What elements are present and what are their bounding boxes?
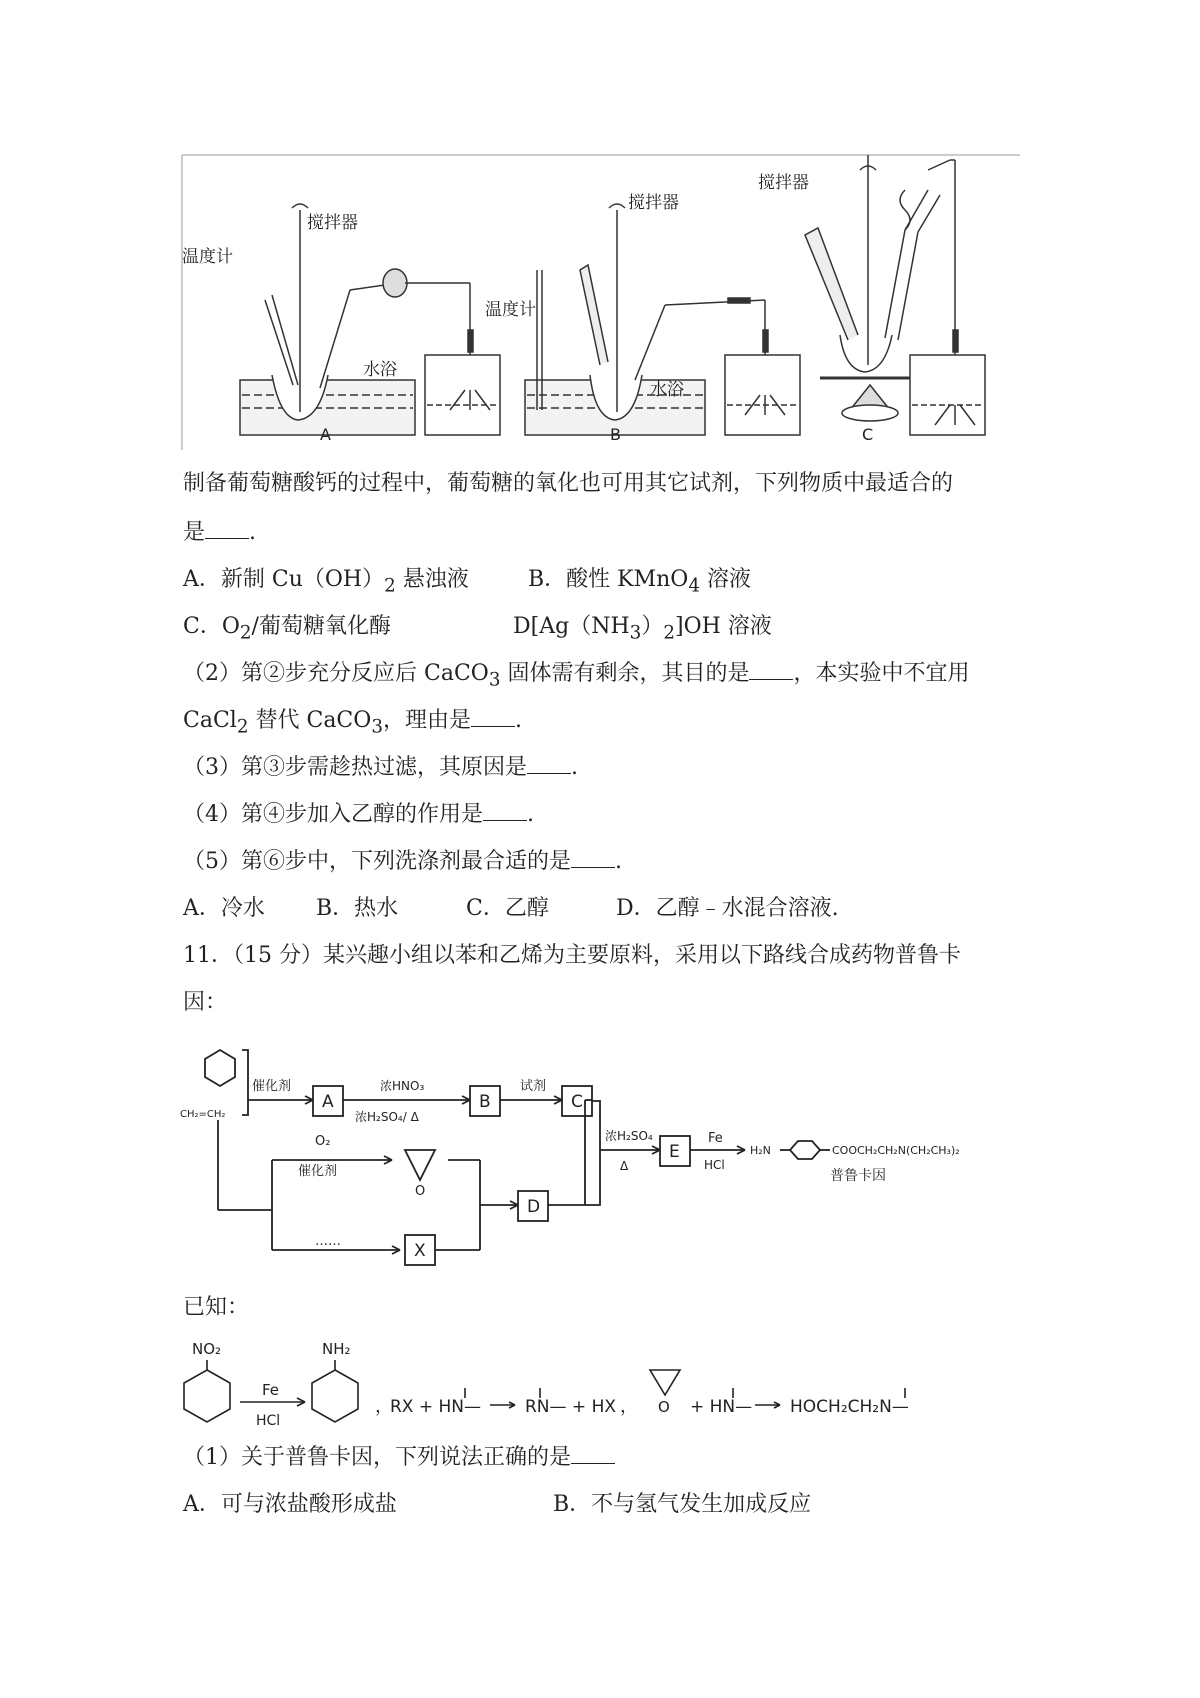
q11-part1-options bbox=[183, 1490, 812, 1520]
scheme-reagent: 试剂 bbox=[520, 1079, 547, 1094]
q10-stem-line2 bbox=[183, 518, 256, 548]
scheme-o2: O₂ bbox=[315, 1134, 331, 1149]
box-a-label: A bbox=[322, 1092, 334, 1112]
apparatus-c bbox=[805, 155, 985, 435]
q11-option-a: A．可与浓盐酸形成盐 bbox=[183, 1492, 397, 1517]
apparatus-figure bbox=[180, 150, 1020, 460]
q10-part3: （3）第③步需趁热过滤，其原因是 . bbox=[183, 755, 578, 780]
q10-p5-option-b: B．热水 bbox=[316, 896, 399, 921]
label-c: C bbox=[862, 425, 874, 444]
product-name: 普鲁卡因 bbox=[830, 1168, 886, 1184]
known-comma2: ， bbox=[620, 1396, 638, 1417]
label-stirrer-c: 搅拌器 bbox=[758, 173, 809, 193]
q10-part5-options bbox=[183, 894, 839, 924]
product-right: COOCH₂CH₂N(CH₂CH₃)₂ bbox=[832, 1144, 960, 1157]
label-bath-a: 水浴 bbox=[363, 360, 397, 380]
known-r3-right: HOCH₂CH₂N— bbox=[790, 1397, 909, 1417]
q11-stem-line1: 11．（15 分）某兴趣小组以苯和乙烯为主要原料，采用以下路线合成药物普鲁卡 bbox=[183, 943, 961, 968]
q11-option-b: B．不与氢气发生加成反应 bbox=[553, 1492, 812, 1517]
q10-part2-line2: CaCl$_2$ 替代 CaCO$_3$，理由是 . bbox=[183, 708, 522, 738]
known-r3-plus: + HN— bbox=[690, 1397, 753, 1417]
q10-options-cd bbox=[183, 612, 772, 648]
known-label: 已知： bbox=[183, 1295, 250, 1320]
epoxide-known-icon bbox=[650, 1370, 680, 1395]
box-e-label: E bbox=[669, 1142, 680, 1162]
label-stirrer-b: 搅拌器 bbox=[628, 193, 679, 213]
scheme-fe: Fe bbox=[708, 1131, 723, 1146]
q10-option-a: A．新制 $Cu(OH)_2$ 悬浊液 bbox=[183, 567, 469, 597]
q10-stem-end: . bbox=[249, 520, 257, 545]
box-d-label: D bbox=[527, 1197, 541, 1217]
q10-option-c: C．$O_2/$葡萄糖氧化酶 bbox=[183, 614, 391, 644]
box-x-label: X bbox=[414, 1241, 426, 1261]
box-b-label: B bbox=[479, 1092, 491, 1112]
apparatus-a bbox=[240, 204, 500, 435]
box-c-label: C bbox=[571, 1092, 583, 1112]
q10-stem-line1: 制备葡萄糖酸钙的过程中，葡萄糖的氧化也可用其它试剂，下列物质中最适合的 bbox=[183, 471, 954, 496]
known-r3-o: O bbox=[658, 1398, 670, 1416]
known-reactions bbox=[180, 1330, 1020, 1440]
label-thermometer-a: 温度计 bbox=[182, 247, 233, 267]
scheme-h2so4-heat: 浓H₂SO₄/ Δ bbox=[355, 1110, 419, 1124]
aniline-ring-icon bbox=[312, 1370, 358, 1422]
q10-p5-option-c: C．乙醇 bbox=[466, 896, 549, 921]
answer-blank bbox=[571, 847, 615, 868]
synthesis-scheme bbox=[180, 1045, 1060, 1270]
q10-stem-text: 是 bbox=[183, 520, 206, 545]
q10-p5-option-d: D．乙醇﹣水混合溶液. bbox=[616, 896, 839, 921]
scheme-ethylene: CH₂=CH₂ bbox=[180, 1109, 226, 1120]
q10-option-b: B．酸性 KMnO$_4$ 溶液 bbox=[528, 567, 751, 597]
known-hcl: HCl bbox=[256, 1413, 281, 1429]
known-fe: Fe bbox=[262, 1381, 280, 1399]
known-no2: NO₂ bbox=[192, 1340, 222, 1358]
q10-p5-option-a: A．冷水 bbox=[183, 896, 265, 921]
apparatus-b bbox=[525, 204, 800, 435]
benzene-icon bbox=[205, 1050, 235, 1086]
scheme-delta: Δ bbox=[620, 1159, 629, 1173]
known-r2-right: RN— + HX bbox=[525, 1397, 617, 1417]
product-left: H₂N bbox=[750, 1144, 771, 1157]
known-nh2: NH₂ bbox=[322, 1340, 351, 1358]
known-comma1: ， bbox=[375, 1396, 393, 1417]
scheme-hno3: 浓HNO₃ bbox=[380, 1079, 425, 1093]
q11-stem-line2: 因： bbox=[183, 990, 228, 1015]
q10-part2-line1: （2）第②步充分反应后 CaCO$_3$ 固体需有剩余，其目的是 ，本实验中不宜用 bbox=[183, 661, 970, 691]
q10-part4: （4）第④步加入乙醇的作用是 . bbox=[183, 802, 534, 827]
scheme-dots: …… bbox=[315, 1234, 341, 1249]
epoxide-o: O bbox=[415, 1184, 426, 1199]
known-r2-left: RX + HN— bbox=[390, 1397, 482, 1417]
answer-blank bbox=[527, 753, 571, 774]
scheme-catalyst: 催化剂 bbox=[252, 1079, 292, 1094]
label-bath-b: 水浴 bbox=[650, 380, 684, 400]
epoxide-icon bbox=[405, 1150, 435, 1180]
answer-blank bbox=[205, 518, 249, 539]
q11-part1: （1）关于普鲁卡因，下列说法正确的是 bbox=[183, 1443, 615, 1473]
answer-blank bbox=[571, 1443, 615, 1464]
q10-option-d: $D[Ag(NH_3)_2]OH$ 溶液 bbox=[513, 614, 772, 644]
answer-blank bbox=[749, 659, 793, 680]
scheme-conc-h2so4: 浓H₂SO₄ bbox=[605, 1129, 653, 1143]
scheme-catalyst2: 催化剂 bbox=[298, 1164, 338, 1179]
answer-blank bbox=[483, 800, 527, 821]
product-ring-icon bbox=[790, 1141, 820, 1159]
answer-blank bbox=[471, 706, 515, 727]
q10-options-ab bbox=[183, 565, 751, 601]
label-thermometer-b: 温度计 bbox=[485, 300, 536, 320]
nitrobenzene-ring-icon bbox=[184, 1370, 230, 1422]
q10-part5: （5）第⑥步中，下列洗涤剂最合适的是 . bbox=[183, 849, 622, 874]
label-a: A bbox=[320, 425, 331, 444]
scheme-hcl: HCl bbox=[704, 1158, 725, 1172]
label-b: B bbox=[610, 425, 621, 444]
label-stirrer-a: 搅拌器 bbox=[307, 213, 358, 233]
